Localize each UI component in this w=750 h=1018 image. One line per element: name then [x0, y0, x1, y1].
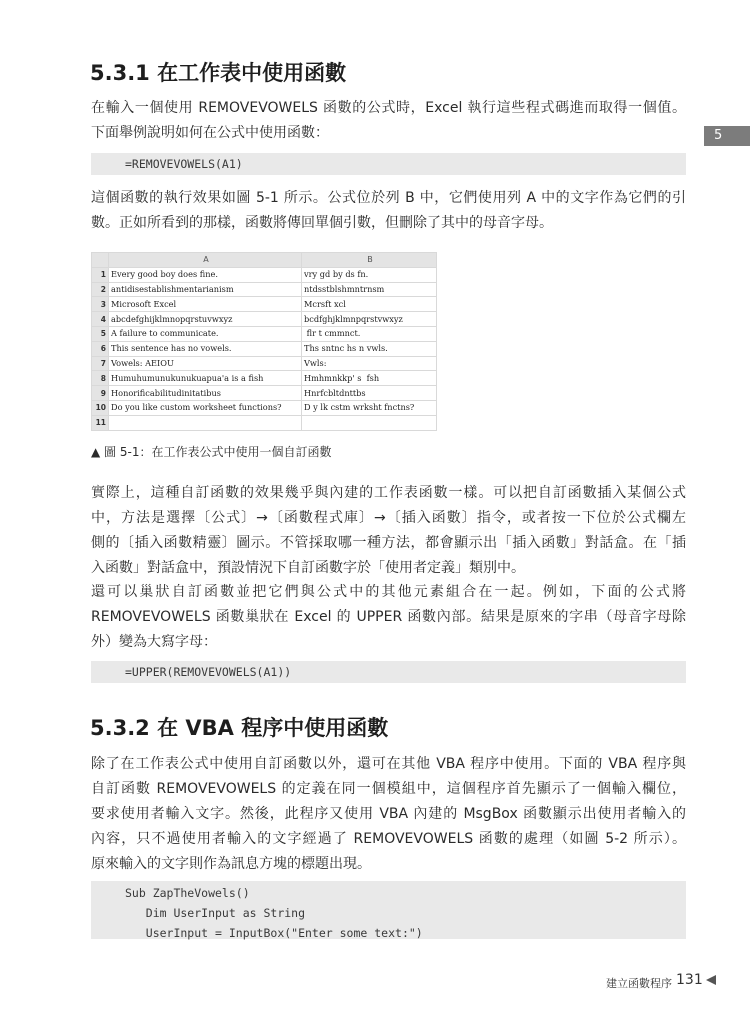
text-line: REMOVEVOWELS 函數巢狀在 Excel 的 UPPER 函數內部。結果是原來的字串（母音字母除 — [91, 609, 686, 625]
row-number: 11 — [92, 415, 109, 430]
text-line: 在輸入一個使用 REMOVEVOWELS 函數的公式時，Excel 執行這些程式碼進而取得一個值。 — [91, 100, 686, 116]
paragraph-nesting — [91, 580, 686, 655]
cell-column-a[interactable]: Humuhumunukunukuapua'a is a fish — [109, 371, 302, 386]
sheet-row — [92, 267, 437, 282]
cell-column-a[interactable]: Microsoft Excel — [109, 297, 302, 312]
text-line: 還可以巢狀自訂函數並把它們與公式中的其他元素組合在一起。例如，下面的公式將 — [91, 584, 686, 600]
column-header: B — [302, 253, 437, 268]
paragraph-vba-usage — [91, 752, 686, 877]
text-line: 下面舉例說明如何在公式中使用函數： — [91, 125, 329, 141]
code-line: Dim UserInput as String — [125, 906, 306, 920]
text-line: 中，方法是選擇〔公式〕→〔函數程式庫〕→〔插入函數〕指令，或者按一下位於公式欄左 — [91, 510, 686, 526]
row-number: 5 — [92, 326, 109, 341]
cell-column-a[interactable]: A failure to communicate. — [109, 326, 302, 341]
code-line: =REMOVEVOWELS(A1) — [125, 157, 243, 171]
text-line: 自訂函數 REMOVEVOWELS 的定義在同一個模組中，這個程序首先顯示了一個輸入欄位， — [91, 781, 686, 797]
cell-column-b[interactable] — [302, 415, 437, 430]
cell-column-a[interactable]: abcdefghijklmnopqrstuvwxyz — [109, 312, 302, 327]
cell-column-b[interactable]: Vwls: — [302, 356, 437, 371]
cell-column-b[interactable]: vry gd by ds fn. — [302, 267, 437, 282]
sheet-row — [92, 282, 437, 297]
row-number: 6 — [92, 341, 109, 356]
sheet-row — [92, 297, 437, 312]
page-number: 131 — [676, 972, 703, 988]
figure-caption: ▲ 圖 5-1：在工作表公式中使用一個自訂函數 — [91, 445, 332, 459]
text-line: 除了在工作表公式中使用自訂函數以外，還可在其他 VBA 程序中使用。下面的 VBA 程序與 — [91, 756, 686, 772]
code-line: UserInput = InputBox("Enter some text:") — [125, 926, 423, 940]
text-line: 數。正如所看到的那樣，函數將傳回單個引數，但刪除了其中的母音字母。 — [91, 215, 553, 231]
sheet-row — [92, 371, 437, 386]
code-line: Sub ZapTheVowels() — [125, 886, 250, 900]
sheet-row — [92, 312, 437, 327]
section-heading-5-3-1: 5.3.1 在工作表中使用函數 — [90, 61, 347, 85]
cell-column-b[interactable]: Ths sntnc hs n vwls. — [302, 341, 437, 356]
cell-column-a[interactable] — [109, 415, 302, 430]
chapter-tab: 5 — [704, 126, 750, 146]
vba-code-block — [91, 881, 686, 939]
row-number: 8 — [92, 371, 109, 386]
footer-chapter-label: 建立函數程序 — [606, 977, 672, 990]
text-line: 實際上，這種自訂函數的效果幾乎與內建的工作表函數一樣。可以把自訂函數插入某個公式 — [91, 485, 686, 501]
text-line: 外）變為大寫字母： — [91, 634, 217, 650]
formula-code-block — [91, 153, 686, 175]
sheet-row — [92, 356, 437, 371]
text-line: 側的〔插入函數精靈〕圖示。不管採取哪一種方法，都會顯示出「插入函數」對話盒。在「插 — [91, 535, 686, 551]
sheet-row — [92, 415, 437, 430]
text-line: 這個函數的執行效果如圖 5-1 所示。公式位於列 B 中，它們使用列 A 中的文字作為它們的引 — [91, 190, 686, 206]
row-number: 9 — [92, 386, 109, 401]
cell-column-a[interactable]: Vowels: AEIOU — [109, 356, 302, 371]
row-number: 1 — [92, 267, 109, 282]
section-heading-5-3-2: 5.3.2 在 VBA 程序中使用函數 — [90, 716, 389, 740]
column-header: A — [109, 253, 302, 268]
cell-column-b[interactable]: Hnrfcbltdnttbs — [302, 386, 437, 401]
left-triangle-icon — [705, 974, 717, 986]
cell-column-b[interactable]: Hmhmnkkp' s fsh — [302, 371, 437, 386]
cell-column-b[interactable]: flr t cmmnct. — [302, 326, 437, 341]
cell-column-b[interactable]: Mcrsft xcl — [302, 297, 437, 312]
cell-column-a[interactable]: Do you like custom worksheet functions? — [109, 400, 302, 415]
cell-column-a[interactable]: Honorificabilitudinitatibus — [109, 386, 302, 401]
row-number: 3 — [92, 297, 109, 312]
text-line: 入函數」對話盒中，預設情況下自訂函數字於「使用者定義」類別中。 — [91, 560, 525, 576]
sheet-row — [92, 400, 437, 415]
text-line: 要求使用者輸入文字。然後，此程序又使用 VBA 內建的 MsgBox 函數顯示出使用者輸入的 — [91, 806, 686, 822]
text-line: 內容，只不過使用者輸入的文字經過了 REMOVEVOWELS 函數的處理（如圖 5-2 所示）。 — [91, 831, 686, 847]
cell-column-a[interactable]: antidisestablishmentarianism — [109, 282, 302, 297]
row-number: 2 — [92, 282, 109, 297]
cell-column-a[interactable]: Every good boy does fine. — [109, 267, 302, 282]
corner-cell — [92, 253, 109, 268]
spreadsheet-figure — [91, 252, 436, 432]
text-line: 原來輸入的文字則作為訊息方塊的標題出現。 — [91, 856, 371, 872]
cell-column-b[interactable]: bcdfghjklmnpqrstvwxyz — [302, 312, 437, 327]
sheet-row — [92, 386, 437, 401]
column-header-row — [92, 253, 437, 268]
code-line: =UPPER(REMOVEVOWELS(A1)) — [125, 665, 292, 679]
result-paragraph — [91, 186, 686, 236]
sheet-row — [92, 341, 437, 356]
paragraph-custom-functions — [91, 481, 686, 581]
row-number: 10 — [92, 400, 109, 415]
intro-paragraph — [91, 96, 686, 146]
row-number: 7 — [92, 356, 109, 371]
sheet-row — [92, 326, 437, 341]
row-number: 4 — [92, 312, 109, 327]
cell-column-b[interactable]: ntdsstblshmntrnsm — [302, 282, 437, 297]
formula-code-block-upper — [91, 661, 686, 683]
cell-column-a[interactable]: This sentence has no vowels. — [109, 341, 302, 356]
cell-column-b[interactable]: D y lk cstm wrksht fnctns? — [302, 400, 437, 415]
